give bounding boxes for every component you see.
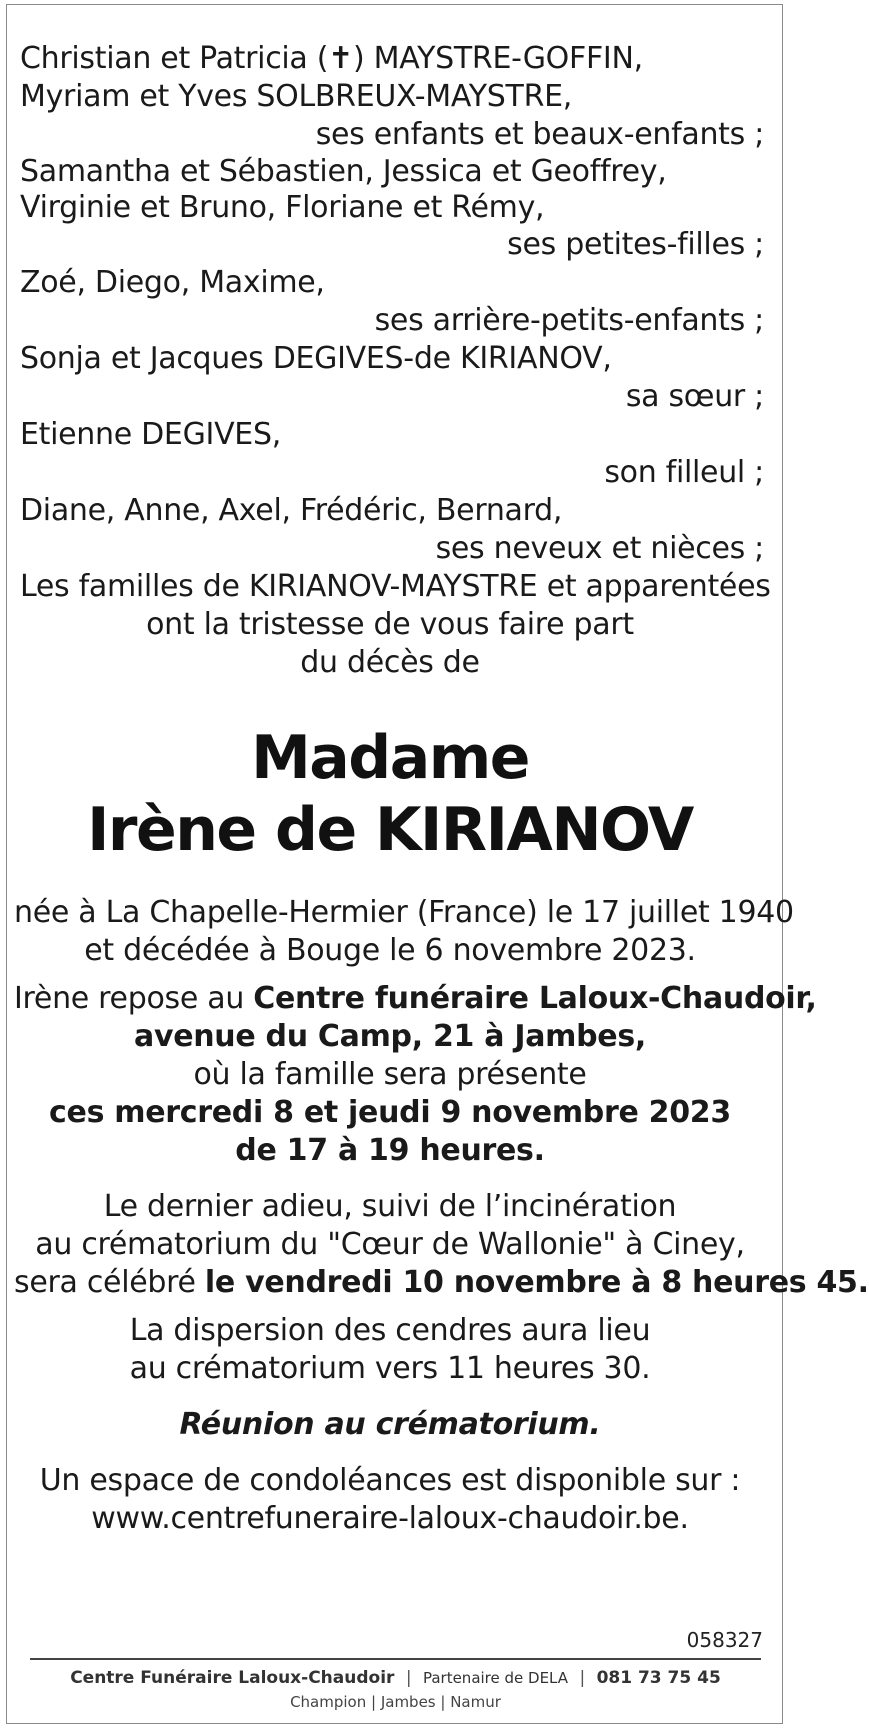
farewell-line-3 <box>14 1264 869 1302</box>
footer-partner: Partenaire de DELA <box>422 1669 569 1687</box>
role-godson: son filleul ; <box>604 455 764 490</box>
rest-line <box>14 980 817 1018</box>
farewell-date: le vendredi 10 novembre à 8 heures 45. <box>204 1265 869 1300</box>
visit-days: ces mercredi 8 et jeudi 9 novembre 2023 <box>49 1095 731 1130</box>
footer-divider <box>30 1658 761 1660</box>
family-line-8: Diane, Anne, Axel, Frédéric, Bernard, <box>20 493 563 528</box>
reference-number: 058327 <box>686 1628 763 1652</box>
family-line-5: Zoé, Diego, Maxime, <box>20 265 325 300</box>
family-line-2: Myriam et Yves SOLBREUX-MAYSTRE, <box>20 79 573 114</box>
obituary-content <box>14 40 869 1538</box>
announcement-line-2: du décès de <box>300 645 480 680</box>
footer-separator: | <box>579 1668 586 1688</box>
deceased-name: Irène de KIRIANOV <box>87 795 693 865</box>
role-grandchildren: ses petites-filles ; <box>507 227 764 262</box>
footer-locations: Champion | Jambes | Namur <box>290 1693 501 1711</box>
farewell-line-1: Le dernier adieu, suivi de l’incinération <box>103 1189 677 1224</box>
family-line-1: Christian et Patricia (✝) MAYSTRE-GOFFIN, <box>20 41 643 76</box>
farewell-prefix: sera célébré <box>14 1265 205 1300</box>
deceased-name-block <box>14 722 766 866</box>
role-great-grandchildren: ses arrière-petits-enfants ; <box>374 303 764 338</box>
role-nephews: ses neveux et nièces ; <box>435 531 764 566</box>
family-present: où la famille sera présente <box>193 1057 587 1092</box>
role-sister: sa sœur ; <box>625 379 764 414</box>
dispersion-line-2: au crématorium vers 11 heures 30. <box>129 1351 651 1386</box>
condolences-line-1: Un espace de condoléances est disponible sur : <box>39 1463 741 1498</box>
announcement-line-1: ont la tristesse de vous faire part <box>146 607 634 642</box>
rest-address: avenue du Camp, 21 à Jambes, <box>134 1019 646 1054</box>
role-children: ses enfants et beaux-enfants ; <box>315 117 764 152</box>
condolences-url[interactable]: www.centrefuneraire-laloux-chaudoir.be. <box>91 1501 689 1536</box>
meeting-line: Réunion au crématorium. <box>179 1407 601 1442</box>
rest-place: Centre funéraire Laloux-Chaudoir, <box>253 981 817 1016</box>
death-line: et décédée à Bouge le 6 novembre 2023. <box>84 933 696 968</box>
family-line-4: Virginie et Bruno, Floriane et Rémy, <box>20 190 545 225</box>
footer <box>0 1668 791 1688</box>
visit-hours: de 17 à 19 heures. <box>235 1133 545 1168</box>
birth-line: née à La Chapelle-Hermier (France) le 17 juillet 1940 <box>14 895 794 930</box>
deceased-title: Madame <box>251 723 529 793</box>
family-line-6: Sonja et Jacques DEGIVES-de KIRIANOV, <box>20 341 612 376</box>
family-line-9: Les familles de KIRIANOV-MAYSTRE et apparentées <box>20 569 771 604</box>
farewell-line-2: au crématorium du "Cœur de Wallonie" à Ciney, <box>35 1227 745 1262</box>
dispersion-line-1: La dispersion des cendres aura lieu <box>129 1313 651 1348</box>
footer-separator: | <box>405 1668 412 1688</box>
footer-phone[interactable]: 081 73 75 45 <box>596 1668 721 1688</box>
family-line-3: Samantha et Sébastien, Jessica et Geoffrey, <box>20 154 667 189</box>
family-line-7: Etienne DEGIVES, <box>20 417 281 452</box>
footer-company: Centre Funéraire Laloux-Chaudoir <box>70 1668 395 1688</box>
rest-prefix: Irène repose au <box>14 981 254 1016</box>
